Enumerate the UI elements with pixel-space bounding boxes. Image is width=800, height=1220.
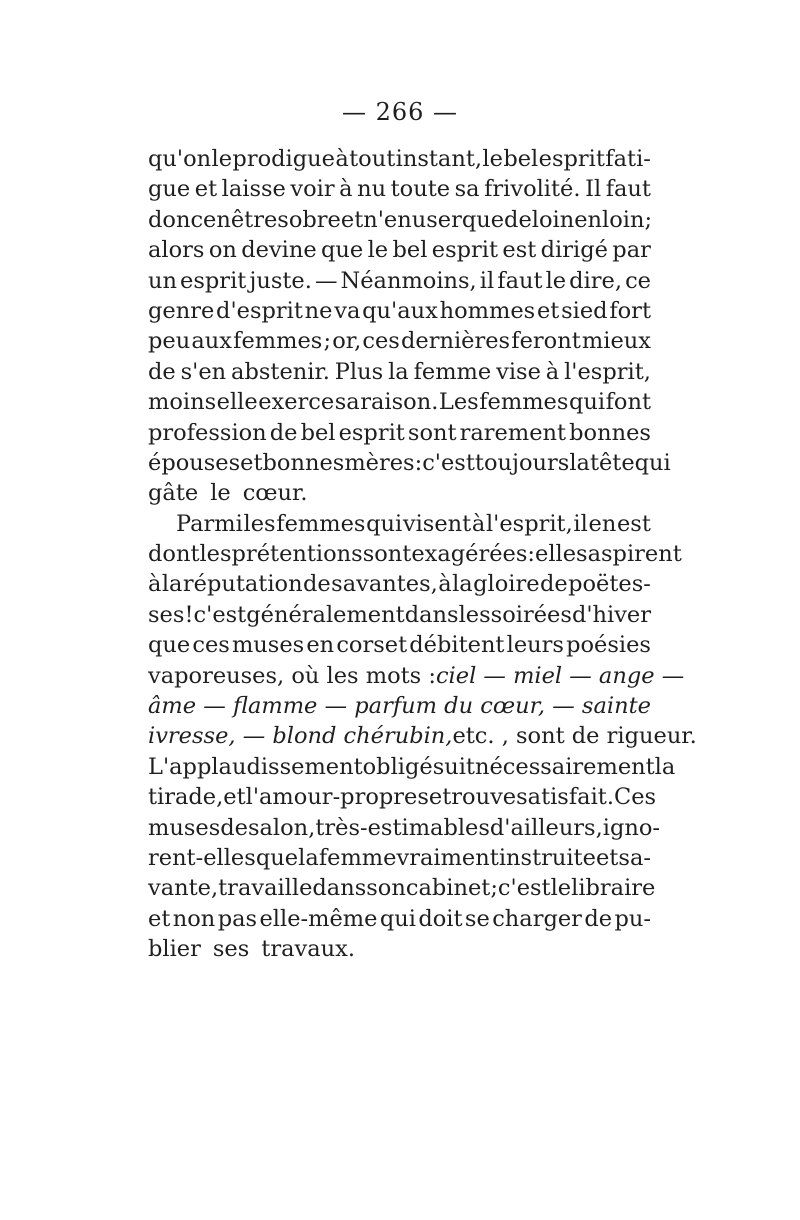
word: sont <box>362 541 412 568</box>
text-line <box>148 813 661 843</box>
word: ; <box>644 206 653 233</box>
word: femme <box>318 844 397 871</box>
text-line <box>148 418 651 448</box>
word: en <box>306 632 335 659</box>
word: et <box>595 844 619 871</box>
paragraph-start-line <box>148 509 651 539</box>
word: que <box>148 632 191 659</box>
word: Plus <box>334 358 384 385</box>
word: muses <box>231 632 305 659</box>
word: le <box>210 480 231 507</box>
word: et <box>148 905 171 932</box>
word: cabinet <box>405 875 491 902</box>
italic-segment: ivresse, — blond chérubin, <box>148 723 453 750</box>
word: ; <box>490 875 498 902</box>
word: bonnes <box>569 419 651 446</box>
word: à <box>335 146 349 172</box>
word: tirade, <box>148 784 224 811</box>
word: son <box>366 875 406 902</box>
word: — <box>552 693 575 720</box>
word: qui <box>634 449 671 476</box>
word: femme <box>413 358 492 385</box>
text-line-italic <box>148 691 651 721</box>
word: femmes <box>276 510 366 537</box>
word: vraiment <box>396 844 499 871</box>
word: d'hiver <box>571 601 651 628</box>
word: et <box>194 176 218 203</box>
word: la <box>654 753 676 780</box>
text-segment: etc. , sont de rigueur. <box>452 723 697 750</box>
word: de <box>504 206 532 233</box>
word: femmes <box>479 389 569 416</box>
word: savantes, <box>331 571 438 598</box>
word: — <box>324 693 348 720</box>
word: c'est <box>193 601 247 628</box>
word: que <box>321 237 364 264</box>
text-line <box>148 873 656 903</box>
word: user <box>411 206 462 233</box>
word: se <box>464 905 490 932</box>
word: un <box>148 267 177 294</box>
word: parfum <box>354 693 437 720</box>
word: à <box>545 358 560 385</box>
word: qui <box>379 905 416 932</box>
word: dernières <box>401 328 511 355</box>
word: la <box>569 449 590 476</box>
word: l'amour-propre <box>245 784 418 811</box>
word: blier <box>148 936 201 963</box>
word: on <box>208 237 237 264</box>
word: en <box>574 206 603 233</box>
word: n'en <box>363 206 412 233</box>
word: bel <box>392 237 428 264</box>
word: être <box>230 206 278 233</box>
paragraph-end-line <box>148 934 651 964</box>
word: sainte <box>581 693 651 720</box>
word: la <box>161 571 183 598</box>
word: il <box>479 267 495 294</box>
word: par <box>612 237 651 264</box>
word: trouve <box>442 784 517 811</box>
word: d'ailleurs, <box>489 814 603 841</box>
page-number: — 266 — <box>341 98 459 126</box>
word: fati- <box>605 146 651 172</box>
text-line <box>148 782 657 812</box>
text-segment: vaporeuses, où les mots : <box>148 662 436 689</box>
text-line <box>148 296 651 326</box>
word: épouses <box>148 449 241 476</box>
word: esprit <box>431 237 499 264</box>
word: elle-même <box>259 905 378 932</box>
word: qu'on <box>148 146 212 172</box>
word: sied <box>561 297 608 324</box>
word: profession <box>148 419 267 446</box>
word: prodigue <box>232 146 335 172</box>
body-text <box>148 144 697 965</box>
word: dans <box>312 875 367 902</box>
word: non <box>172 905 216 932</box>
word: poëtes- <box>568 571 651 598</box>
word: et <box>223 784 246 811</box>
word: en <box>588 510 617 537</box>
word: devine <box>241 237 317 264</box>
word: c'est <box>497 875 551 902</box>
word: hommes <box>439 297 536 324</box>
word: débitent <box>409 632 505 659</box>
word: bel <box>503 146 539 172</box>
word: du <box>444 693 474 720</box>
word: ces <box>192 632 230 659</box>
text-line <box>148 843 651 873</box>
word: instant, <box>395 146 483 172</box>
word: âme <box>148 693 197 720</box>
word: L'applaudissement <box>148 753 363 780</box>
word: donc <box>148 206 204 233</box>
word: s'en <box>180 358 227 385</box>
word: de <box>539 571 568 598</box>
word: Néanmoins, <box>340 267 477 294</box>
word: rarement <box>459 419 567 446</box>
word: le <box>367 237 389 264</box>
word: d'esprit <box>216 297 303 324</box>
word: peu <box>148 328 191 355</box>
word: or, <box>332 328 362 355</box>
word: aspirent <box>587 541 682 568</box>
word: soirées <box>490 601 572 628</box>
italic-segment: ciel — miel — ange — <box>435 662 685 689</box>
word: leurs <box>506 632 564 659</box>
word: de <box>303 571 331 598</box>
word: gâte <box>148 480 199 507</box>
word: bonnes <box>262 449 345 476</box>
word: pu- <box>614 905 651 932</box>
word: Parmi <box>176 510 243 537</box>
word: Les <box>438 389 479 416</box>
word: esprit <box>338 419 405 446</box>
word: ses <box>148 601 185 628</box>
word: tout <box>349 146 396 172</box>
word: — <box>203 693 226 720</box>
paragraph-end-line <box>148 478 651 508</box>
word: dire, <box>569 267 622 294</box>
word: de <box>584 905 613 932</box>
word: sont <box>407 419 457 446</box>
word: la <box>298 844 319 871</box>
word: juste. <box>249 267 312 294</box>
word: fort <box>609 297 651 324</box>
word: doit <box>418 905 463 932</box>
word: Il <box>585 176 602 203</box>
word: et <box>340 206 364 233</box>
word: femmes <box>233 328 323 355</box>
word: est <box>502 237 537 264</box>
word: corset <box>336 632 408 659</box>
word: tête <box>589 449 635 476</box>
word: qui <box>568 389 606 416</box>
word: gloire <box>473 571 540 598</box>
word: le <box>211 146 233 172</box>
word: loin <box>531 206 575 233</box>
text-line <box>148 266 651 296</box>
word: loin <box>602 206 645 233</box>
text-line-mixed <box>148 661 685 691</box>
word: rent-elles <box>148 844 256 871</box>
word: sobre <box>277 206 341 233</box>
word: ces <box>362 328 400 355</box>
word: ses <box>212 936 250 963</box>
word: voir <box>290 176 335 203</box>
word: poésies <box>566 632 651 659</box>
word: travaux. <box>261 936 355 963</box>
word: faut <box>497 267 543 294</box>
word: faut <box>605 176 651 203</box>
word: à <box>471 510 486 537</box>
word: dans <box>404 601 459 628</box>
word: ne <box>304 297 333 324</box>
word: pas <box>217 905 258 932</box>
word: est <box>616 510 651 537</box>
word: esprit <box>180 267 247 294</box>
word: mieux <box>581 328 651 355</box>
word: travaille <box>218 875 313 902</box>
word: de <box>220 814 248 841</box>
word: satisfait. <box>516 784 614 811</box>
word: vise <box>496 358 541 385</box>
word: alors <box>148 237 205 264</box>
text-line <box>148 357 651 387</box>
word: visent <box>402 510 472 537</box>
word: instruite <box>498 844 596 871</box>
word: nécessairement <box>474 753 655 780</box>
word: libraire <box>571 875 656 902</box>
word: que <box>255 844 299 871</box>
text-line <box>148 752 676 782</box>
word: ; <box>323 328 332 355</box>
word: abstenir. <box>231 358 330 385</box>
word: font <box>605 389 651 416</box>
word: à <box>438 571 452 598</box>
word: igno- <box>602 814 661 841</box>
word: exagérées <box>411 541 528 568</box>
word: le <box>550 875 572 902</box>
word: bel <box>300 419 336 446</box>
word: feront <box>511 328 581 355</box>
word: mères <box>344 449 415 476</box>
word: à <box>339 176 353 203</box>
text-line <box>148 205 651 235</box>
word: cœur. <box>242 480 308 507</box>
text-line <box>148 569 651 599</box>
word: aux <box>191 328 232 355</box>
word: qu'aux <box>362 297 438 324</box>
word: réputation <box>182 571 303 598</box>
word: c'est <box>422 449 475 476</box>
text-line <box>148 387 651 417</box>
word: obligé <box>362 753 433 780</box>
word: le <box>482 146 503 172</box>
word: sa <box>334 389 360 416</box>
word: salon, <box>247 814 316 841</box>
word: qui <box>366 510 403 537</box>
word: très-estimables <box>315 814 490 841</box>
word: l'esprit, <box>564 358 651 385</box>
word: elle <box>216 389 258 416</box>
word: la <box>388 358 409 385</box>
word: il <box>573 510 588 537</box>
text-line <box>148 600 651 630</box>
text-line <box>148 448 671 478</box>
word: : <box>414 449 423 476</box>
word: dont <box>148 541 200 568</box>
text-line <box>148 904 651 934</box>
text-line <box>148 235 651 265</box>
word: raison. <box>360 389 439 416</box>
word: de <box>269 419 298 446</box>
word: : <box>527 541 536 568</box>
word: — <box>314 267 338 294</box>
word: moins <box>148 389 217 416</box>
word: sa <box>454 176 480 203</box>
word: cœur, <box>480 693 546 720</box>
word: et <box>536 297 560 324</box>
word: toute <box>390 176 451 203</box>
word: elles <box>535 541 588 568</box>
word: frivolité. <box>484 176 581 203</box>
word: généralement <box>246 601 405 628</box>
word: de <box>148 358 176 385</box>
word: les <box>458 601 491 628</box>
word: exerce <box>258 389 335 416</box>
word: sa- <box>618 844 651 871</box>
word: prétentions <box>231 541 363 568</box>
word: genre <box>148 297 215 324</box>
word: gue <box>148 176 191 203</box>
word: le <box>545 267 567 294</box>
word: Ces <box>614 784 657 811</box>
word: que <box>461 206 505 233</box>
word: en <box>203 206 231 233</box>
text-line <box>148 144 651 174</box>
word: laisse <box>221 176 286 203</box>
word: toujours <box>474 449 570 476</box>
word: la <box>452 571 473 598</box>
word: vante, <box>148 875 219 902</box>
word: va <box>334 297 361 324</box>
word: ce <box>625 267 651 294</box>
word: à <box>148 571 162 598</box>
word: muses <box>148 814 221 841</box>
word: l'esprit, <box>485 510 573 537</box>
word: esprit <box>538 146 605 172</box>
text-line <box>148 630 651 660</box>
word: charger <box>492 905 582 932</box>
text-line <box>148 539 682 569</box>
text-line <box>148 174 651 204</box>
text-line <box>148 326 651 356</box>
word: flamme <box>232 693 318 720</box>
word: les <box>243 510 276 537</box>
word: nu <box>357 176 387 203</box>
word: ! <box>184 601 194 628</box>
word: se <box>417 784 443 811</box>
word: et <box>240 449 263 476</box>
text-line-mixed <box>148 721 697 751</box>
word: les <box>199 541 232 568</box>
word: suit <box>432 753 475 780</box>
word: dirigé <box>540 237 608 264</box>
